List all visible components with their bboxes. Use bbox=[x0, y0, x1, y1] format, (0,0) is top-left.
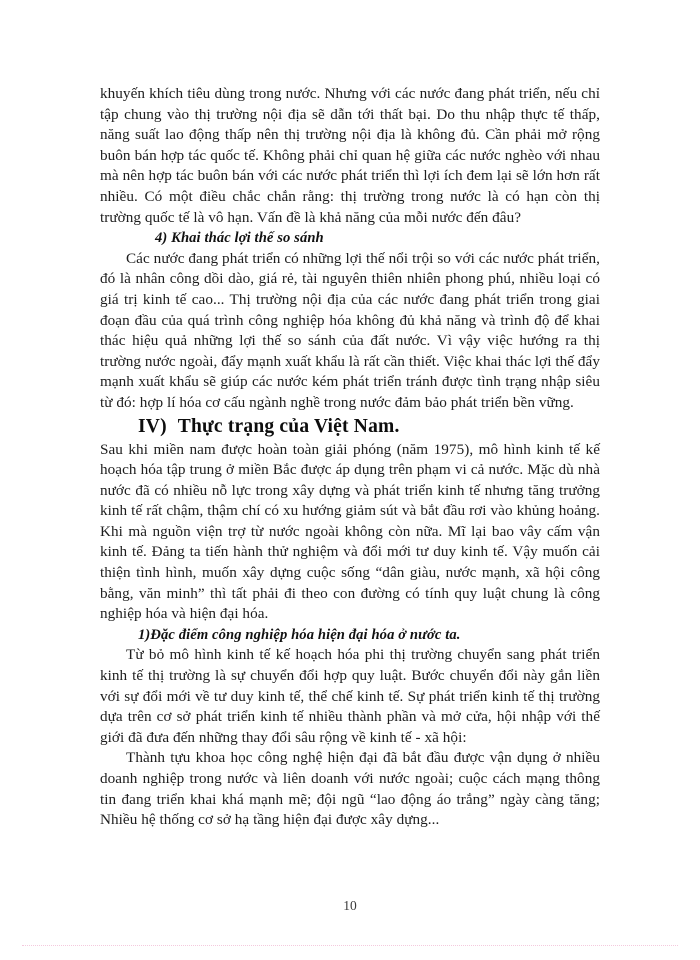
sub-heading-khai-thac-loi-the-so-sanh: 4) Khai thác lợi thế so sánh bbox=[155, 230, 324, 247]
section-heading-thuc-trang-viet-nam bbox=[100, 414, 600, 440]
paragraph-3: Sau khi miền nam được hoàn toàn giải phóng (năm 1975), mô hình kinh tế kế hoạch hóa tập trung ở miền Bắc được áp dụng trên phạm vi cả nước. Mặc dù nhà nước đã có nhiều nỗ lực trong xây dựng và phát triển kinh tế nhưng tăng trưởng kinh tế rất chậm, thậm chí có xu hướng giảm sút và bắt đầu rơi vào khủng hoảng. Khi mà nguồn viện trợ từ nước ngoài không còn nữa. Mĩ lại bao vây cấm vận kinh tế. Đảng ta tiến hành thử nghiệm và đổi mới tư duy kinh tế. Vậy muốn cải thiện tình hình, muốn xây dựng cuộc sống “dân giàu, nước mạnh, xã hội công bằng, văn minh” thì tất phải đi theo con đường có tính quy luật chung là công nghiệp hóa và hiện đại hóa. bbox=[100, 440, 600, 623]
paragraph-1: khuyến khích tiêu dùng trong nước. Nhưng với các nước đang phát triển, nếu chỉ tập chung vào thị trường nội địa sẽ dẫn tới thất bại. Do thu nhập thực tế thấp, năng suất lao động thấp nên thị trường nội địa là không đủ. Cần phải mở rộng buôn bán hợp tác quốc tế. Không phải chỉ quan hệ giữa các nước nghèo với nhau mà nên hợp tác buôn bán với các nước phát triển thì lợi ích đem lại sẽ lớn hơn rất nhiều. Có một điều chắc chắn rằng: thị trường trong nước là có hạn còn thị trường quốc tế là vô hạn. Vấn đề là khả năng của mỗi nước đến đâu? bbox=[100, 85, 600, 226]
page-number: 10 bbox=[343, 898, 357, 913]
page-bottom-divider bbox=[22, 945, 678, 947]
paragraph-5: Thành tựu khoa học công nghệ hiện đại đã bắt đầu được vận dụng ở nhiều doanh nghiệp trong nước và liên doanh với nước ngoài; cuộc cách mạng thông tin đang triển khai khá mạnh mẽ; đội ngũ “lao động áo trắng” ngày càng tăng; Nhiều hệ thống cơ sở hạ tầng hiện đại được xây dựng... bbox=[100, 749, 600, 829]
paragraph-4: Từ bỏ mô hình kinh tế kế hoạch hóa phi thị trường chuyển sang phát triển kinh tế thị trường là sự chuyển đổi hợp quy luật. Bước chuyển đổi này gắn liền với sự đổi mới về tư duy kinh tế, thể chế kinh tế. Sự phát triển kinh tế thị trường dựa trên cơ sở phát triển kinh tế nhiều thành phần và mở cửa, hội nhập với thế giới đã đưa đến những thay đổi sâu rộng về kinh tế - xã hội: bbox=[100, 646, 600, 746]
paragraph-2: Các nước đang phát triển có những lợi thế nổi trội so với các nước phát triển, đó là nhân công dồi dào, giá rẻ, tài nguyên thiên nhiên phong phú, nhiều loại có giá trị kinh tế cao... Thị trường nội địa của các nước đang phát triển trong giai đoạn đầu của quá trình công nghiệp hóa không đủ khả năng và trình độ để khai thác hiệu quả những lợi thế so sánh của đất nước. Vì vậy việc hướng ra thị trường nước ngoài, đẩy mạnh xuất khẩu là rất cần thiết. Việc khai thác lợi thế đẩy mạnh xuất khẩu sẽ giúp các nước kém phát triển tránh được tình trạng nhập siêu từ đó: hợp lí hóa cơ cấu ngành nghề trong nước đảm bảo phát triển bền vững. bbox=[100, 249, 600, 411]
section-heading-title: Thực trạng của Việt Nam. bbox=[177, 415, 400, 437]
page-content bbox=[100, 84, 600, 831]
section-heading-numeral: IV) bbox=[138, 415, 167, 437]
sub-heading-dac-diem-cong-nghiep-hoa: 1)Đặc điểm công nghiệp hóa hiện đại hóa ở nước ta. bbox=[138, 626, 461, 643]
